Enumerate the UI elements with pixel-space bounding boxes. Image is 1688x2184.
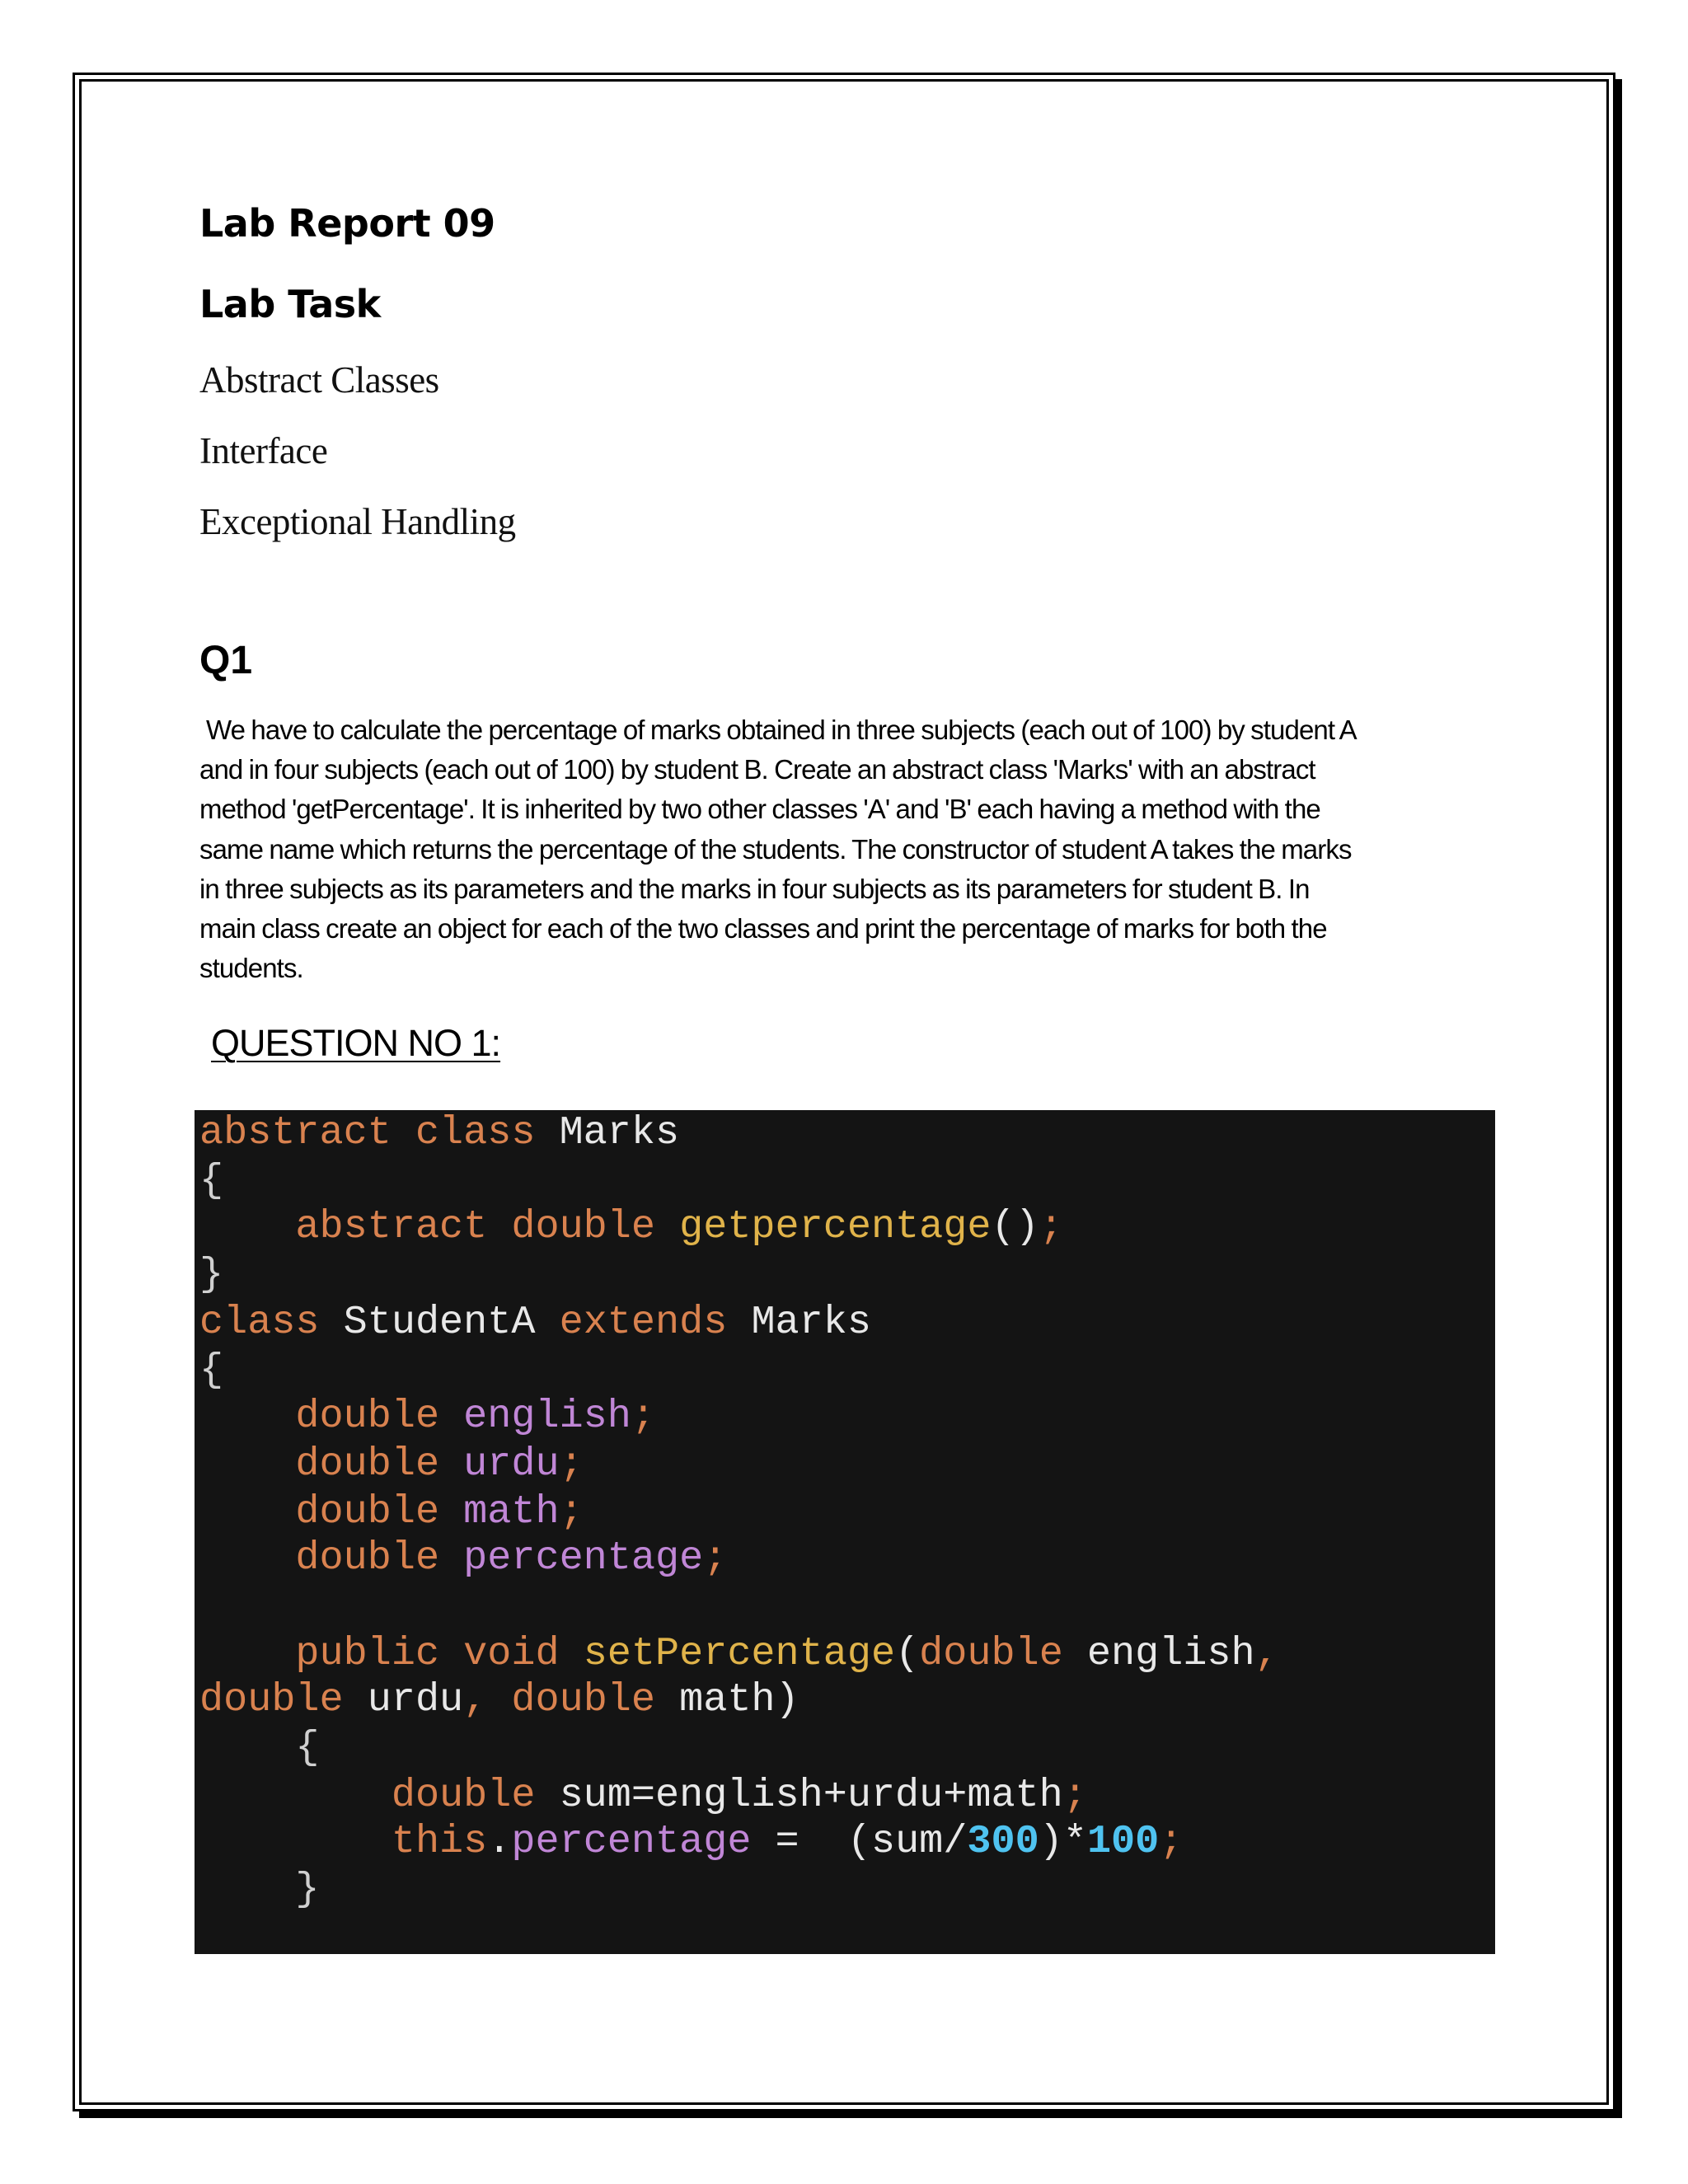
code-token: sum=english+urdu+math [559,1773,1063,1818]
code-token: english [1086,1631,1255,1676]
code-line [199,1867,320,1913]
code-token: math) [679,1677,799,1722]
code-line [199,1347,223,1394]
code-line [199,1773,1087,1819]
code-token: ; [559,1441,584,1487]
question-line: same name which returns the percentage of the students. The constructor of student A takes the marks [199,833,1352,865]
code-token: urdu [367,1677,464,1722]
code-line [199,1394,655,1440]
code-token: ; [703,1535,728,1581]
code-line [199,1677,799,1723]
code-line [199,1631,1279,1677]
code-token: StudentA [343,1300,560,1345]
code-token: double [199,1489,464,1535]
code-token: 100 [1086,1819,1160,1864]
code-line [199,1252,223,1298]
topic-exceptional-handling: Exceptional Handling [199,501,516,542]
code-token: Marks [559,1110,680,1155]
code-token: abstract double [199,1204,680,1249]
answer-heading: QUESTION NO 1: [211,1022,501,1065]
code-token: extends [559,1300,752,1345]
code-line [199,1489,584,1535]
code-token: ; [1039,1204,1063,1249]
task-title: Lab Task [199,282,381,326]
code-token: english [463,1394,631,1439]
code-token: ; [1159,1819,1184,1864]
code-token: double [199,1677,368,1722]
code-token: urdu [463,1441,560,1487]
code-token: setPercentage [583,1631,896,1676]
code-token: 300 [967,1819,1039,1864]
code-token: . [487,1819,512,1864]
topic-abstract-classes: Abstract Classes [199,359,439,401]
document-body [199,198,1493,1067]
code-block [195,1110,1495,1954]
code-token: () [991,1204,1039,1249]
code-token: math [463,1489,560,1535]
code-token: , [463,1677,512,1722]
question-line: main class create an object for each of the two classes and print the percentage of marks for both the [199,913,1327,944]
code-line [199,1535,727,1582]
code-token: { [199,1725,320,1770]
code-token: )* [1039,1819,1087,1864]
code-line [199,1158,223,1204]
code-token: , [1254,1631,1279,1676]
question-line: in three subjects as its parameters and the marks in four subjects as its parameters for student B. In [199,873,1310,904]
code-token: abstract class [199,1110,560,1155]
code-token: = (sum/ [751,1819,968,1864]
code-token: { [199,1347,224,1393]
code-token: ; [631,1394,655,1439]
code-token: } [199,1252,224,1297]
code-token: getpercentage [679,1204,992,1249]
code-token: double [199,1773,560,1818]
code-line [199,1441,584,1488]
code-line [199,1300,871,1346]
code-token: } [199,1867,320,1912]
code-token: { [199,1158,224,1203]
code-token: double [199,1535,464,1581]
code-line [199,1110,679,1156]
report-title: Lab Report 09 [199,201,495,246]
code-token: double [199,1394,464,1439]
code-token: ; [559,1489,584,1535]
question-line: students. [199,953,303,984]
question-line: method 'getPercentage'. It is inherited by two other classes 'A' and 'B' each having a method with the [199,794,1320,825]
code-token: double [199,1441,464,1487]
code-token: this [199,1819,488,1864]
code-token: percentage [463,1535,704,1581]
code-line [199,1725,320,1771]
code-token: class [199,1300,344,1345]
question-heading: Q1 [199,639,253,682]
code-line [199,1204,1063,1250]
code-token: public void [199,1631,584,1676]
question-line: We have to calculate the percentage of marks obtained in three subjects (each out of 100) by student A [206,715,1357,745]
code-token: ( [895,1631,920,1676]
question-text [199,710,1493,988]
code-line [199,1819,1183,1865]
question-line: and in four subjects (each out of 100) by student B. Create an abstract class 'Marks' with an abstract [199,754,1315,785]
code-token: double [919,1631,1087,1676]
code-token: ; [1062,1773,1087,1818]
topic-interface: Interface [199,430,328,471]
code-token: Marks [751,1300,871,1345]
code-token: percentage [511,1819,752,1864]
code-token: double [511,1677,680,1722]
